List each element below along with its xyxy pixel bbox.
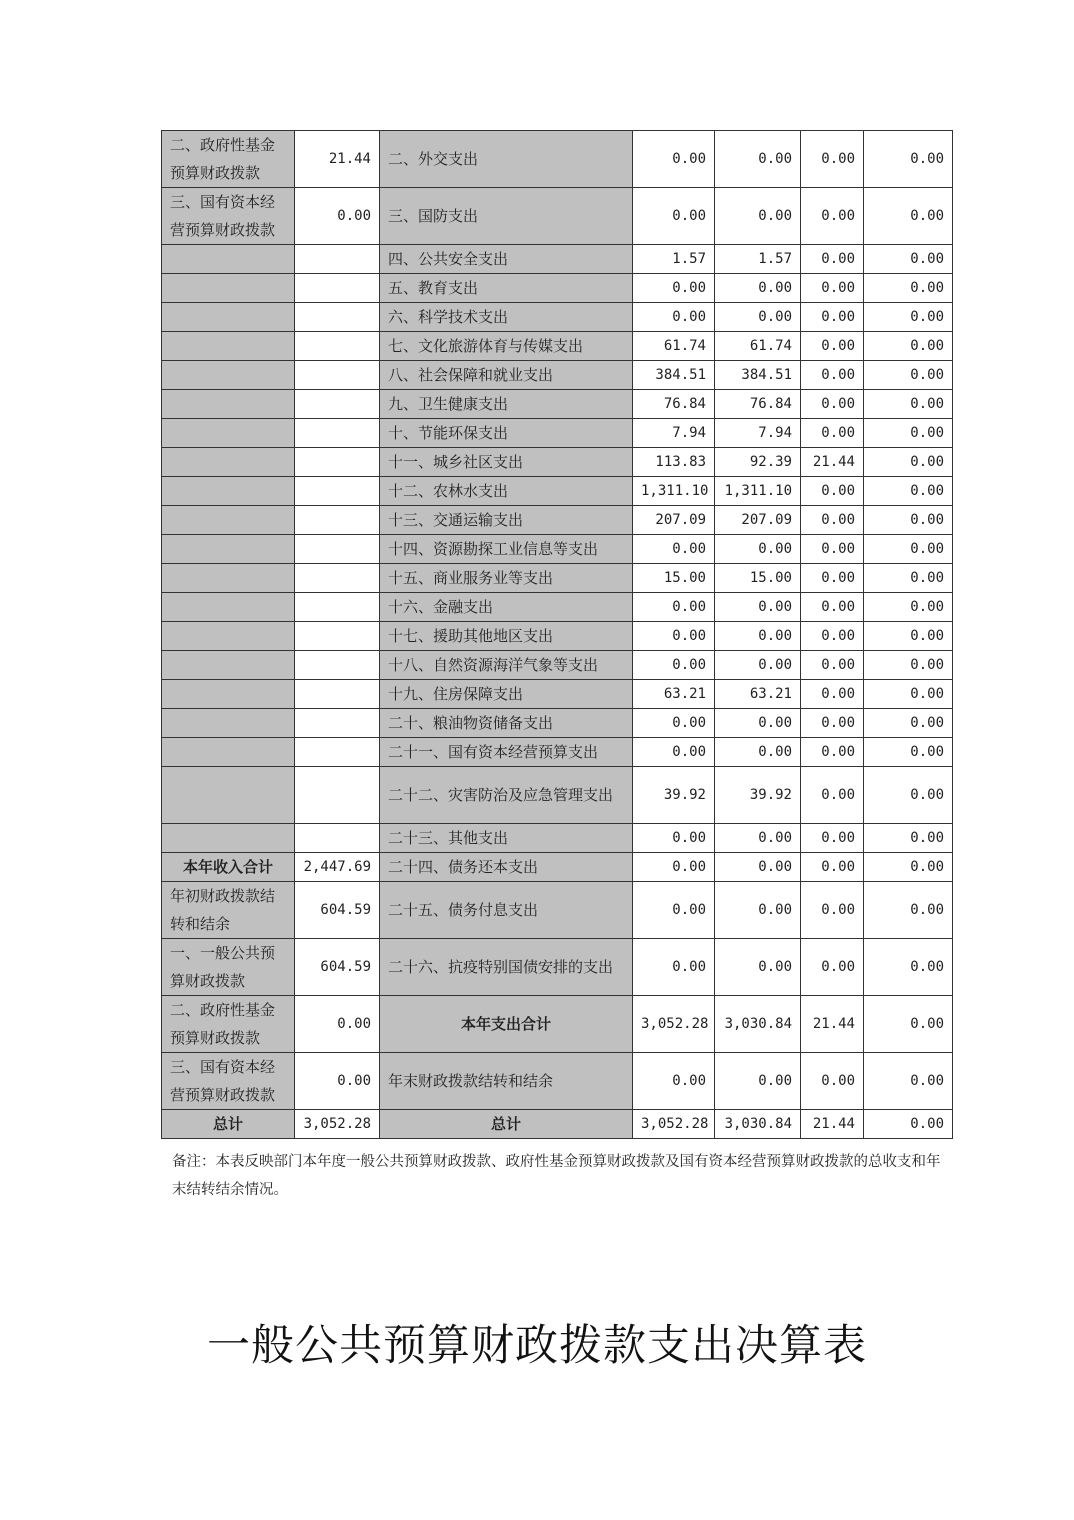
income-label-cell bbox=[162, 738, 295, 767]
fund-budget-cell: 0.00 bbox=[801, 738, 864, 767]
fund-budget-cell: 0.00 bbox=[801, 332, 864, 361]
income-label-cell: 一、一般公共预算财政拨款 bbox=[162, 939, 295, 996]
state-capital-budget-cell: 0.00 bbox=[864, 882, 953, 939]
general-budget-cell: 0.00 bbox=[715, 1053, 801, 1110]
table-row bbox=[162, 651, 953, 680]
expense-label-cell: 三、国防支出 bbox=[380, 188, 633, 245]
state-capital-budget-cell: 0.00 bbox=[864, 564, 953, 593]
income-amount-cell bbox=[295, 274, 380, 303]
general-budget-cell: 3,030.84 bbox=[715, 1110, 801, 1139]
expense-total-cell: 61.74 bbox=[633, 332, 715, 361]
general-budget-cell: 7.94 bbox=[715, 419, 801, 448]
state-capital-budget-cell: 0.00 bbox=[864, 361, 953, 390]
state-capital-budget-cell: 0.00 bbox=[864, 477, 953, 506]
general-budget-cell: 0.00 bbox=[715, 593, 801, 622]
expense-label-cell: 十九、住房保障支出 bbox=[380, 680, 633, 709]
state-capital-budget-cell: 0.00 bbox=[864, 996, 953, 1053]
expense-total-cell: 0.00 bbox=[633, 188, 715, 245]
section-title: 一般公共预算财政拨款支出决算表 bbox=[207, 1321, 867, 1371]
expense-label-cell: 七、文化旅游体育与传媒支出 bbox=[380, 332, 633, 361]
fund-budget-cell: 0.00 bbox=[801, 419, 864, 448]
fund-budget-cell: 21.44 bbox=[801, 1110, 864, 1139]
table-row bbox=[162, 274, 953, 303]
expense-total-cell: 0.00 bbox=[633, 824, 715, 853]
table-row bbox=[162, 1053, 953, 1110]
fund-budget-cell: 0.00 bbox=[801, 709, 864, 738]
expense-total-cell: 76.84 bbox=[633, 390, 715, 419]
expense-label-cell: 二十、粮油物资储备支出 bbox=[380, 709, 633, 738]
expense-label-cell: 二十六、抗疫特别国债安排的支出 bbox=[380, 939, 633, 996]
expense-label-cell: 本年支出合计 bbox=[380, 996, 633, 1053]
expense-label-cell: 十七、援助其他地区支出 bbox=[380, 622, 633, 651]
table-row bbox=[162, 535, 953, 564]
general-budget-cell: 0.00 bbox=[715, 131, 801, 188]
fund-budget-cell: 0.00 bbox=[801, 882, 864, 939]
fund-budget-cell: 0.00 bbox=[801, 390, 864, 419]
income-label-cell bbox=[162, 824, 295, 853]
income-amount-cell bbox=[295, 332, 380, 361]
expense-total-cell: 3,052.28 bbox=[633, 1110, 715, 1139]
state-capital-budget-cell: 0.00 bbox=[864, 535, 953, 564]
state-capital-budget-cell: 0.00 bbox=[864, 131, 953, 188]
fund-budget-cell: 0.00 bbox=[801, 824, 864, 853]
table-row bbox=[162, 680, 953, 709]
income-label-cell: 三、国有资本经营预算财政拨款 bbox=[162, 1053, 295, 1110]
expense-label-cell: 十五、商业服务业等支出 bbox=[380, 564, 633, 593]
general-budget-cell: 0.00 bbox=[715, 622, 801, 651]
general-budget-cell: 0.00 bbox=[715, 535, 801, 564]
expense-total-cell: 0.00 bbox=[633, 738, 715, 767]
income-amount-cell bbox=[295, 361, 380, 390]
fund-budget-cell: 0.00 bbox=[801, 188, 864, 245]
income-amount-cell bbox=[295, 680, 380, 709]
general-budget-cell: 63.21 bbox=[715, 680, 801, 709]
state-capital-budget-cell: 0.00 bbox=[864, 709, 953, 738]
expense-label-cell: 十一、城乡社区支出 bbox=[380, 448, 633, 477]
fund-budget-cell: 0.00 bbox=[801, 564, 864, 593]
table-row bbox=[162, 939, 953, 996]
expense-total-cell: 1.57 bbox=[633, 245, 715, 274]
general-budget-cell: 207.09 bbox=[715, 506, 801, 535]
income-amount-cell bbox=[295, 622, 380, 651]
table-row bbox=[162, 448, 953, 477]
expense-label-cell: 二十五、债务付息支出 bbox=[380, 882, 633, 939]
income-amount-cell bbox=[295, 738, 380, 767]
fund-budget-cell: 0.00 bbox=[801, 767, 864, 824]
income-label-cell bbox=[162, 593, 295, 622]
general-budget-cell: 1,311.10 bbox=[715, 477, 801, 506]
income-amount-cell: 2,447.69 bbox=[295, 853, 380, 882]
fund-budget-cell: 0.00 bbox=[801, 477, 864, 506]
table-row bbox=[162, 853, 953, 882]
income-amount-cell bbox=[295, 245, 380, 274]
expense-total-cell: 0.00 bbox=[633, 882, 715, 939]
expense-label-cell: 九、卫生健康支出 bbox=[380, 390, 633, 419]
fund-budget-cell: 0.00 bbox=[801, 245, 864, 274]
fund-budget-cell: 0.00 bbox=[801, 680, 864, 709]
expense-label-cell: 五、教育支出 bbox=[380, 274, 633, 303]
income-amount-cell bbox=[295, 477, 380, 506]
table-row bbox=[162, 390, 953, 419]
fund-budget-cell: 0.00 bbox=[801, 651, 864, 680]
income-label-cell: 总计 bbox=[162, 1110, 295, 1139]
expense-label-cell: 四、公共安全支出 bbox=[380, 245, 633, 274]
income-label-cell bbox=[162, 651, 295, 680]
income-label-cell bbox=[162, 361, 295, 390]
income-label-cell: 年初财政拨款结转和结余 bbox=[162, 882, 295, 939]
state-capital-budget-cell: 0.00 bbox=[864, 738, 953, 767]
fund-budget-cell: 0.00 bbox=[801, 361, 864, 390]
income-amount-cell: 0.00 bbox=[295, 188, 380, 245]
fund-budget-cell: 0.00 bbox=[801, 535, 864, 564]
fund-budget-cell: 0.00 bbox=[801, 1053, 864, 1110]
income-label-cell bbox=[162, 506, 295, 535]
table-row bbox=[162, 188, 953, 245]
budget-table bbox=[161, 130, 953, 1139]
state-capital-budget-cell: 0.00 bbox=[864, 303, 953, 332]
expense-total-cell: 39.92 bbox=[633, 767, 715, 824]
general-budget-cell: 0.00 bbox=[715, 738, 801, 767]
table-row bbox=[162, 245, 953, 274]
table-row bbox=[162, 303, 953, 332]
income-amount-cell bbox=[295, 593, 380, 622]
expense-total-cell: 0.00 bbox=[633, 303, 715, 332]
expense-label-cell: 二十四、债务还本支出 bbox=[380, 853, 633, 882]
income-amount-cell: 604.59 bbox=[295, 939, 380, 996]
expense-total-cell: 63.21 bbox=[633, 680, 715, 709]
income-label-cell bbox=[162, 448, 295, 477]
table-row bbox=[162, 738, 953, 767]
expense-total-cell: 0.00 bbox=[633, 939, 715, 996]
table-row bbox=[162, 882, 953, 939]
expense-total-cell: 0.00 bbox=[633, 622, 715, 651]
expense-total-cell: 0.00 bbox=[633, 709, 715, 738]
general-budget-cell: 0.00 bbox=[715, 303, 801, 332]
expense-label-cell: 六、科学技术支出 bbox=[380, 303, 633, 332]
expense-label-cell: 十六、金融支出 bbox=[380, 593, 633, 622]
expense-label-cell: 八、社会保障和就业支出 bbox=[380, 361, 633, 390]
state-capital-budget-cell: 0.00 bbox=[864, 390, 953, 419]
expense-total-cell: 0.00 bbox=[633, 853, 715, 882]
table-row bbox=[162, 419, 953, 448]
expense-total-cell: 3,052.28 bbox=[633, 996, 715, 1053]
state-capital-budget-cell: 0.00 bbox=[864, 274, 953, 303]
income-label-cell bbox=[162, 680, 295, 709]
income-amount-cell bbox=[295, 535, 380, 564]
income-label-cell bbox=[162, 767, 295, 824]
income-label-cell bbox=[162, 477, 295, 506]
expense-total-cell: 0.00 bbox=[633, 1053, 715, 1110]
state-capital-budget-cell: 0.00 bbox=[864, 939, 953, 996]
income-amount-cell bbox=[295, 390, 380, 419]
table-row bbox=[162, 709, 953, 738]
table-footnote: 备注：本表反映部门本年度一般公共预算财政拨款、政府性基金预算财政拨款及国有资本经营预算财政拨款的总收支和年末结转结余情况。 bbox=[172, 1154, 941, 1198]
general-budget-cell: 1.57 bbox=[715, 245, 801, 274]
expense-label-cell: 十二、农林水支出 bbox=[380, 477, 633, 506]
fund-budget-cell: 0.00 bbox=[801, 593, 864, 622]
fund-budget-cell: 21.44 bbox=[801, 996, 864, 1053]
fund-budget-cell: 0.00 bbox=[801, 131, 864, 188]
general-budget-cell: 76.84 bbox=[715, 390, 801, 419]
expense-total-cell: 0.00 bbox=[633, 274, 715, 303]
income-amount-cell bbox=[295, 824, 380, 853]
income-label-cell bbox=[162, 303, 295, 332]
income-amount-cell bbox=[295, 767, 380, 824]
general-budget-cell: 0.00 bbox=[715, 651, 801, 680]
state-capital-budget-cell: 0.00 bbox=[864, 853, 953, 882]
state-capital-budget-cell: 0.00 bbox=[864, 824, 953, 853]
income-label-cell bbox=[162, 709, 295, 738]
fund-budget-cell: 0.00 bbox=[801, 303, 864, 332]
general-budget-cell: 0.00 bbox=[715, 274, 801, 303]
state-capital-budget-cell: 0.00 bbox=[864, 1053, 953, 1110]
income-amount-cell bbox=[295, 419, 380, 448]
expense-label-cell: 十八、自然资源海洋气象等支出 bbox=[380, 651, 633, 680]
state-capital-budget-cell: 0.00 bbox=[864, 767, 953, 824]
general-budget-cell: 61.74 bbox=[715, 332, 801, 361]
state-capital-budget-cell: 0.00 bbox=[864, 622, 953, 651]
general-budget-cell: 0.00 bbox=[715, 188, 801, 245]
table-row bbox=[162, 593, 953, 622]
fund-budget-cell: 0.00 bbox=[801, 274, 864, 303]
income-amount-cell: 0.00 bbox=[295, 996, 380, 1053]
table-row bbox=[162, 767, 953, 824]
income-amount-cell bbox=[295, 303, 380, 332]
state-capital-budget-cell: 0.00 bbox=[864, 506, 953, 535]
fund-budget-cell: 21.44 bbox=[801, 448, 864, 477]
expense-label-cell: 年末财政拨款结转和结余 bbox=[380, 1053, 633, 1110]
table-row bbox=[162, 332, 953, 361]
state-capital-budget-cell: 0.00 bbox=[864, 680, 953, 709]
table-row bbox=[162, 1110, 953, 1139]
general-budget-cell: 92.39 bbox=[715, 448, 801, 477]
expense-label-cell: 总计 bbox=[380, 1110, 633, 1139]
state-capital-budget-cell: 0.00 bbox=[864, 448, 953, 477]
income-label-cell bbox=[162, 332, 295, 361]
table-row bbox=[162, 996, 953, 1053]
expense-total-cell: 1,311.10 bbox=[633, 477, 715, 506]
expense-total-cell: 207.09 bbox=[633, 506, 715, 535]
income-amount-cell bbox=[295, 651, 380, 680]
expense-label-cell: 二十三、其他支出 bbox=[380, 824, 633, 853]
income-label-cell: 三、国有资本经营预算财政拨款 bbox=[162, 188, 295, 245]
state-capital-budget-cell: 0.00 bbox=[864, 188, 953, 245]
income-amount-cell bbox=[295, 506, 380, 535]
state-capital-budget-cell: 0.00 bbox=[864, 419, 953, 448]
general-budget-cell: 0.00 bbox=[715, 882, 801, 939]
income-label-cell: 二、政府性基金预算财政拨款 bbox=[162, 131, 295, 188]
expense-total-cell: 0.00 bbox=[633, 535, 715, 564]
fund-budget-cell: 0.00 bbox=[801, 853, 864, 882]
income-amount-cell: 3,052.28 bbox=[295, 1110, 380, 1139]
table-row bbox=[162, 506, 953, 535]
expense-total-cell: 7.94 bbox=[633, 419, 715, 448]
expense-total-cell: 0.00 bbox=[633, 651, 715, 680]
income-label-cell bbox=[162, 622, 295, 651]
income-amount-cell bbox=[295, 709, 380, 738]
income-label-cell bbox=[162, 274, 295, 303]
expense-label-cell: 十、节能环保支出 bbox=[380, 419, 633, 448]
state-capital-budget-cell: 0.00 bbox=[864, 1110, 953, 1139]
general-budget-cell: 0.00 bbox=[715, 824, 801, 853]
table-row bbox=[162, 622, 953, 651]
expense-total-cell: 15.00 bbox=[633, 564, 715, 593]
expense-total-cell: 0.00 bbox=[633, 593, 715, 622]
expense-total-cell: 113.83 bbox=[633, 448, 715, 477]
general-budget-cell: 15.00 bbox=[715, 564, 801, 593]
expense-label-cell: 二十一、国有资本经营预算支出 bbox=[380, 738, 633, 767]
income-label-cell bbox=[162, 535, 295, 564]
fund-budget-cell: 0.00 bbox=[801, 506, 864, 535]
income-amount-cell: 21.44 bbox=[295, 131, 380, 188]
general-budget-cell: 0.00 bbox=[715, 939, 801, 996]
expense-label-cell: 十三、交通运输支出 bbox=[380, 506, 633, 535]
table-row bbox=[162, 824, 953, 853]
income-label-cell: 二、政府性基金预算财政拨款 bbox=[162, 996, 295, 1053]
table-row bbox=[162, 477, 953, 506]
table-row bbox=[162, 361, 953, 390]
income-amount-cell: 0.00 bbox=[295, 1053, 380, 1110]
income-label-cell bbox=[162, 245, 295, 274]
state-capital-budget-cell: 0.00 bbox=[864, 245, 953, 274]
fund-budget-cell: 0.00 bbox=[801, 939, 864, 996]
expense-label-cell: 十四、资源勘探工业信息等支出 bbox=[380, 535, 633, 564]
expense-total-cell: 384.51 bbox=[633, 361, 715, 390]
income-amount-cell bbox=[295, 448, 380, 477]
state-capital-budget-cell: 0.00 bbox=[864, 651, 953, 680]
expense-label-cell: 二、外交支出 bbox=[380, 131, 633, 188]
income-label-cell bbox=[162, 564, 295, 593]
fund-budget-cell: 0.00 bbox=[801, 622, 864, 651]
state-capital-budget-cell: 0.00 bbox=[864, 332, 953, 361]
income-amount-cell: 604.59 bbox=[295, 882, 380, 939]
state-capital-budget-cell: 0.00 bbox=[864, 593, 953, 622]
general-budget-cell: 384.51 bbox=[715, 361, 801, 390]
general-budget-cell: 0.00 bbox=[715, 709, 801, 738]
general-budget-cell: 39.92 bbox=[715, 767, 801, 824]
table-row bbox=[162, 564, 953, 593]
income-label-cell bbox=[162, 419, 295, 448]
expense-total-cell: 0.00 bbox=[633, 131, 715, 188]
income-label-cell bbox=[162, 390, 295, 419]
income-label-cell: 本年收入合计 bbox=[162, 853, 295, 882]
table-row bbox=[162, 131, 953, 188]
expense-label-cell: 二十二、灾害防治及应急管理支出 bbox=[380, 767, 633, 824]
general-budget-cell: 3,030.84 bbox=[715, 996, 801, 1053]
general-budget-cell: 0.00 bbox=[715, 853, 801, 882]
income-amount-cell bbox=[295, 564, 380, 593]
